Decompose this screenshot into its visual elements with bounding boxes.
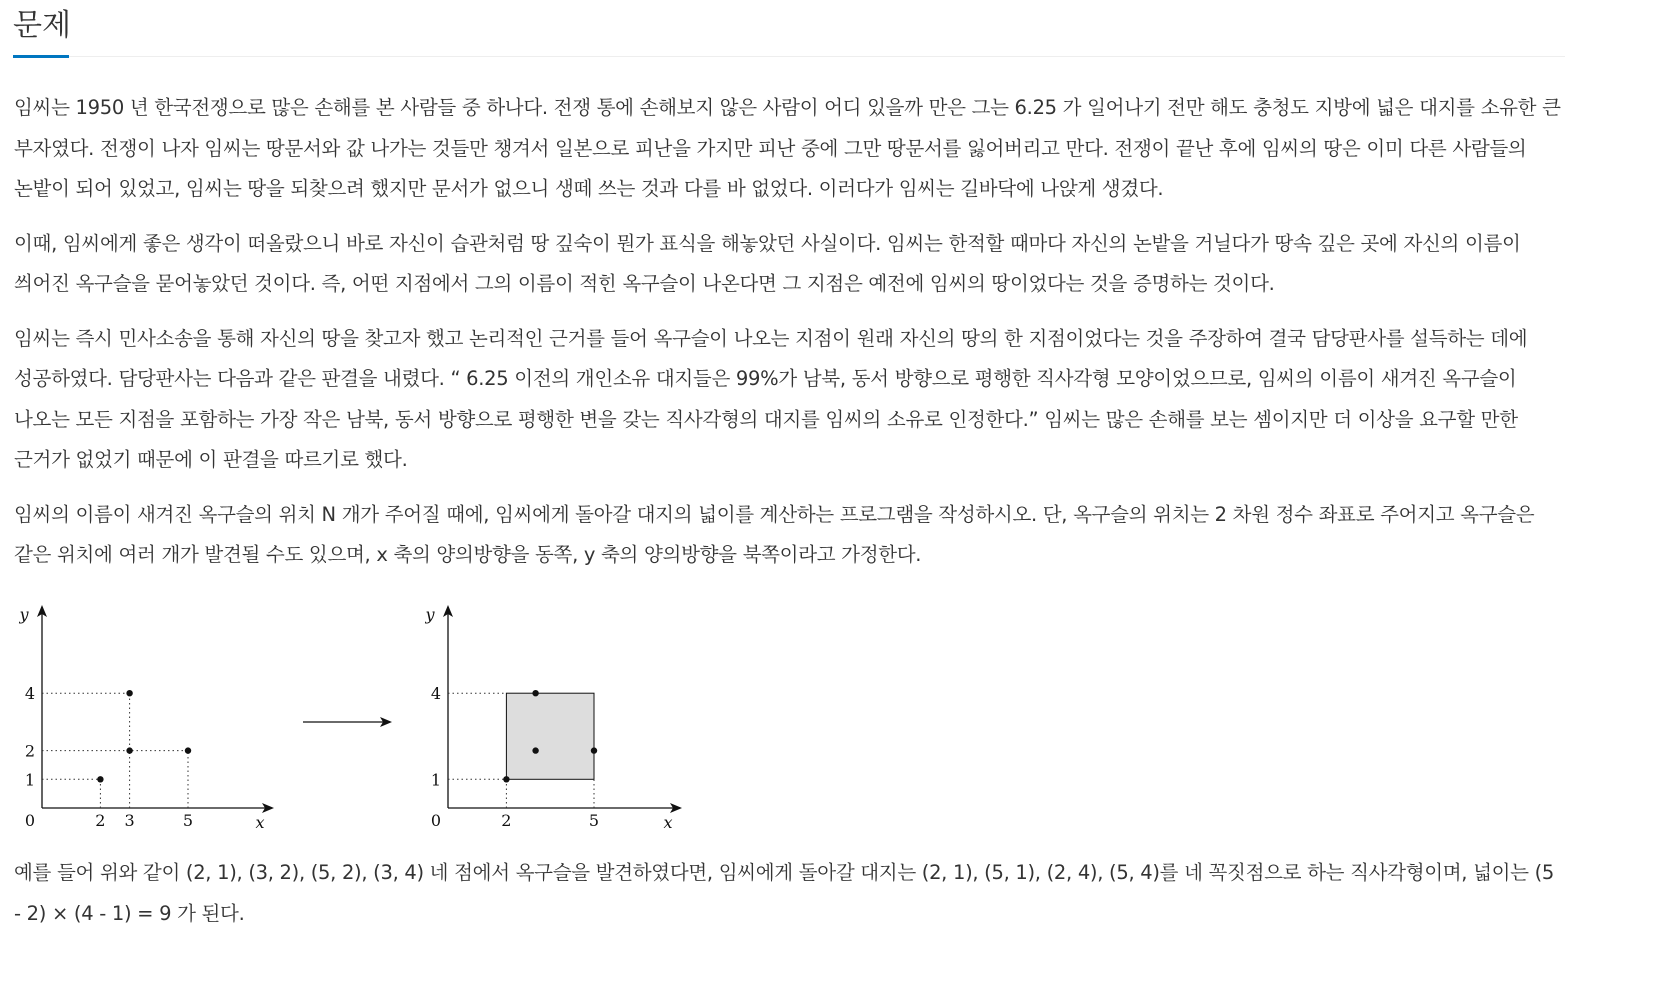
- x-tick-label: 5: [182, 811, 194, 830]
- paragraph-example: 예를 들어 위와 같이 (2, 1), (3, 2), (5, 2), (3, 4) 네 점에서 옥구슬을 발견하였다면, 임씨에게 돌아갈 대지는 (2, 1), (5, 1), (2, 4), (5, 4)를 네 꼭짓점으로 하는 직사각형이며, 넓이는 (5 - 2) × (4 - 1) = 9 가 된다.: [14, 861, 1555, 925]
- x-tick-label: 5: [588, 811, 600, 830]
- left-plot: [18, 605, 272, 832]
- jade-point: [185, 747, 191, 753]
- y-tick-label: 4: [24, 684, 36, 704]
- paragraph-4: 임씨의 이름이 새겨진 옥구슬의 위치 N 개가 주어질 때에, 임씨에게 돌아갈 대지의 넓이를 계산하는 프로그램을 작성하시오. 단, 옥구슬의 위치는 2 차원 정수 좌표로 주어지고 옥구슬은 같은 위치에 여러 개가 발견될 수도 있으며, x 축의 양의방향을 동쪽, y 축의 양의방향을 북쪽이라고 가정한다.: [14, 502, 1535, 566]
- jade-point: [126, 690, 132, 696]
- jade-point: [532, 690, 538, 696]
- paragraph-3: 임씨는 즉시 민사소송을 통해 자신의 땅을 찾고자 했고 논리적인 근거를 들어 옥구슬이 나오는 지점이 원래 자신의 땅의 한 지점이었다는 것을 주장하여 결국 담당판사를 설득하는 데에 성공하였다. 담당판사는 다음과 같은 판결을 내렸다. “ 6.25 이전의 개인소유 대지들은 99%가 남북, 동서 방향으로 평행한 직사각형 모양이었으므로, 임씨의 이름이 새겨진 옥구슬이 나오는 모든 지점을 포함하는 가장 작은 남북, 동서 방향으로 평행한 변을 갖는 직사각형의 대지를 임씨의 소유로 인정한다.” 임씨는 많은 손해를 보는 셈이지만 더 이상을 요구할 만한 근거가 없었기 때문에 이 판결을 따르기로 했다.: [14, 326, 1528, 471]
- area-rectangle: [506, 693, 594, 779]
- paragraph-2: 이때, 임씨에게 좋은 생각이 떠올랐으니 바로 자신이 습관처럼 땅 깊숙이 뭔가 표식을 해놓았던 사실이다. 임씨는 한적할 때마다 자신의 논밭을 거닐다가 땅속 깊은 곳에 자신의 이름이 씌어진 옥구슬을 묻어놓았던 것이다. 즉, 어떤 지점에서 그의 이름이 적힌 옥구슬이 나온다면 그 지점은 예전에 임씨의 땅이었다는 것을 증명하는 것이다.: [14, 231, 1521, 295]
- x-axis-label: x: [663, 813, 673, 832]
- y-axis-label: y: [425, 605, 435, 624]
- x-tick-label: 2: [95, 811, 106, 830]
- origin-label: 0: [24, 811, 36, 830]
- y-tick-label: 1: [24, 770, 36, 790]
- paragraph-1: 임씨는 1950 년 한국전쟁으로 많은 손해를 본 사람들 중 하나다. 전쟁 통에 손해보지 않은 사람이 어디 있을까 만은 그는 6.25 가 일어나기 전만 해도 충청도 지방에 넓은 대지를 소유한 큰 부자였다. 전쟁이 나자 임씨는 땅문서와 값 나가는 것들만 챙겨서 일본으로 피난을 가지만 피난 중에 그만 땅문서를 잃어버리고 만다. 전쟁이 끝난 후에 임씨의 땅은 이미 다른 사람들의 논밭이 되어 있었고, 임씨는 땅을 되찾으려 했지만 문서가 없으니 생떼 쓰는 것과 다를 바 없었다. 이러다가 임씨는 길바닥에 나앉게 생겼다.: [14, 96, 1561, 200]
- jade-point: [532, 747, 538, 753]
- jade-point: [97, 776, 103, 782]
- y-tick-label: 4: [430, 684, 442, 704]
- jade-point: [126, 747, 132, 753]
- origin-label: 0: [430, 811, 442, 830]
- y-axis-label: y: [19, 605, 29, 624]
- section-title: 문제: [13, 8, 71, 43]
- x-tick-label: 2: [501, 811, 512, 830]
- y-tick-label: 2: [24, 741, 36, 761]
- y-tick-label: 1: [430, 770, 442, 790]
- jade-point: [503, 776, 509, 782]
- x-axis-label: x: [255, 813, 265, 832]
- jade-point: [591, 747, 597, 753]
- x-tick-label: 3: [124, 811, 135, 830]
- example-explanation: [14, 853, 1566, 948]
- right-plot: [424, 605, 680, 832]
